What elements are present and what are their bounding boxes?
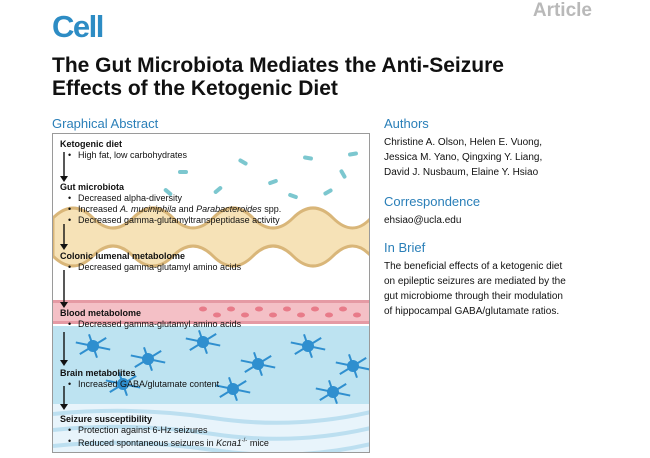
- microbe-icon: [238, 158, 249, 166]
- in-brief-text: [384, 259, 634, 319]
- stage-ketogenic-diet: [60, 139, 187, 161]
- genotype-superscript: -/-: [241, 438, 248, 444]
- graphical-abstract-heading: Graphical Abstract: [52, 116, 159, 131]
- article-title: [52, 54, 612, 100]
- blood-cell-icon: [241, 313, 249, 318]
- stage-bullet: • Decreased gamma-glutamyl amino acids: [60, 319, 241, 330]
- stage-title: Ketogenic diet: [60, 139, 123, 149]
- authors-line: Jessica M. Yano, Qingxing Y. Liang,: [384, 152, 543, 163]
- bullet-text: Increased: [78, 204, 118, 214]
- microbe-icon: [348, 151, 359, 157]
- stage-brain-metabolites: [60, 368, 219, 390]
- blood-cell-icon: [269, 313, 277, 318]
- in-brief-line: gut microbiome through their modulation: [384, 291, 563, 302]
- microbe-icon: [339, 169, 347, 180]
- title-line-2: Effects of the Ketogenic Diet: [52, 77, 338, 100]
- blood-cell-icon: [297, 313, 305, 318]
- authors-heading: Authors: [384, 116, 429, 131]
- bullet-text: and: [178, 204, 194, 214]
- stage-gut-microbiota: [60, 182, 281, 226]
- in-brief-line: on epileptic seizures are mediated by the: [384, 276, 566, 287]
- authors-section: [384, 116, 634, 180]
- blood-cell-icon: [255, 307, 263, 312]
- authors-list: [384, 135, 634, 180]
- stage-bullet: • Protection against 6-Hz seizures: [60, 425, 269, 436]
- bullet-text: Reduced spontaneous seizures in: [78, 438, 214, 448]
- microbe-icon: [303, 155, 314, 161]
- stage-colonic-lumenal-metabolome: [60, 251, 241, 273]
- correspondence-heading: Correspondence: [384, 194, 481, 209]
- gene-name: Kcna1: [216, 438, 242, 448]
- stage-blood-metabolome: [60, 308, 241, 330]
- bullet-text: spp.: [264, 204, 282, 214]
- in-brief-section: [384, 240, 634, 319]
- blood-cell-icon: [311, 307, 319, 312]
- title-line-1: The Gut Microbiota Mediates the Anti-Seizure: [52, 54, 504, 77]
- in-brief-line: The beneficial effects of a ketogenic diet: [384, 261, 563, 272]
- bullet-text: mice: [249, 438, 269, 448]
- microbe-icon: [288, 192, 299, 199]
- microbe-icon: [178, 170, 188, 174]
- stage-title: Brain metabolites: [60, 368, 136, 378]
- microbe-icon: [323, 188, 334, 196]
- species-name: A. muciniphila: [120, 204, 177, 214]
- correspondence-section: [384, 194, 634, 228]
- species-name: Parabacteroides: [196, 204, 262, 214]
- stage-bullet: [60, 436, 269, 449]
- authors-line: David J. Nusbaum, Elaine Y. Hsiao: [384, 167, 539, 178]
- stage-bullet: [60, 204, 281, 215]
- correspondence-email[interactable]: ehsiao@ucla.edu: [384, 215, 462, 226]
- blood-cell-icon: [339, 307, 347, 312]
- blood-cell-icon: [325, 313, 333, 318]
- stage-bullet: • Decreased gamma-glutamyltranspeptidase activity: [60, 215, 281, 226]
- stage-bullet: • High fat, low carbohydrates: [60, 150, 187, 161]
- blood-vessel-wall-top: [53, 300, 370, 303]
- stage-seizure-susceptibility: [60, 414, 269, 449]
- journal-logo: Cell: [52, 9, 103, 44]
- authors-line: Christine A. Olson, Helen E. Vuong,: [384, 137, 543, 148]
- in-brief-heading: In Brief: [384, 240, 426, 255]
- stage-title: Gut microbiota: [60, 182, 125, 192]
- blood-cell-icon: [283, 307, 291, 312]
- blood-cell-icon: [353, 313, 361, 318]
- document-type: Article: [532, 0, 592, 21]
- stage-bullet: • Decreased gamma-glutamyl amino acids: [60, 262, 241, 273]
- graphical-abstract-figure: [52, 133, 370, 453]
- in-brief-line: of hippocampal GABA/glutamate ratios.: [384, 306, 560, 317]
- stage-bullet: • Decreased alpha-diversity: [60, 193, 281, 204]
- stage-title: Seizure susceptibility: [60, 414, 153, 424]
- stage-title: Blood metabolome: [60, 308, 142, 318]
- stage-title: Colonic lumenal metabolome: [60, 251, 186, 261]
- stage-bullet: • Increased GABA/glutamate content: [60, 379, 219, 390]
